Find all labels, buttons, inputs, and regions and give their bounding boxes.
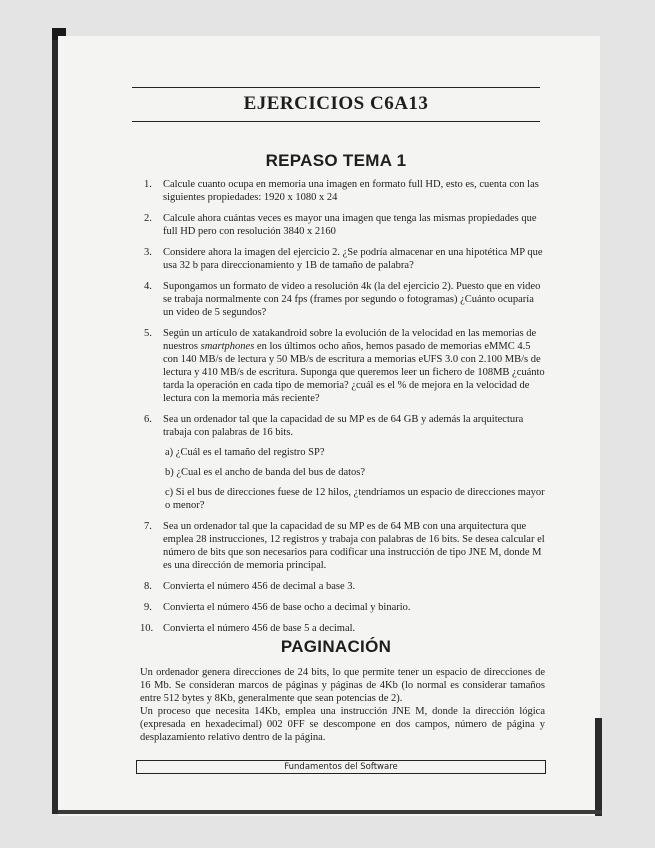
exercise-list [140,178,546,643]
exercise-text: Calcule cuanto ocupa en memoria una imagen en formato full HD, esto es, cuenta con las siguientes propiedades: 1920 x 1080 x 24 [163,179,539,203]
title-rule-bottom [132,121,540,122]
exercise-text: Sea un ordenador tal que la capacidad de su MP es de 64 MB con una arquitectura que emplea 28 instrucciones, 12 registros y trabaja con palabras de 16 bits. Se desea calcular el número de bits que son necesarios para codificar una instrucción de tipo JNE M, donde M es una dirección de memoria principal. [163,521,545,571]
section-title-paginacion: PAGINACIÓN [280,637,392,656]
exercise-item [144,280,546,319]
exercise-text-emphasis: smartphones [200,341,255,352]
scan-edge-right [595,718,602,816]
exercise-number: 8. [144,581,152,592]
exercise-number: 1. [144,179,152,190]
exercise-text-part: en los últimos ocho años, hemos pasado de memorias eMMC 4.5 con 140 MB/s de lectura y 50 MB/s de escritura a memorias eUFS 3.0 con 2.100 MB/s de lectura y 410 MB/s de escritura. Suponga que queremos leer un fichero de 108MB ¿cuánto tarda la operación en cada tipo de memoria? ¿cuál es el % de mejora en la velocidad de lectura con la memoria más reciente? [163,341,545,404]
exercise-text: Convierta el número 456 de base 5 a decimal. [163,623,356,634]
exercise-item [144,246,546,272]
footer-label: Fundamentos del Software [136,760,546,774]
sub-question: c) Si el bus de direcciones fuese de 12 hilos, ¿tendríamos un espacio de direcciones mayor o menor? [165,487,545,511]
exercise-item [140,622,546,635]
exercise-text: Considere ahora la imagen del ejercicio 2. ¿Se podría almacenar en una hipotética MP que usa 32 b para direccionamiento y 1B de tamaño de palabra? [163,247,543,271]
exercise-text-part: Según un artículo de xatakandroid sobre la evolución de la velocidad en las memorias de nuestros [163,328,537,352]
exercise-item [144,520,546,572]
sub-question: a) ¿Cuál es el tamaño del registro SP? [165,447,325,458]
exercise-number: 9. [144,602,152,613]
exercise-item [144,601,546,614]
exercise-number: 3. [144,247,152,258]
exercise-number: 5. [144,328,152,339]
exercise-item [144,413,546,512]
paragraph: Un proceso que necesita 14Kb, emplea una instrucción JNE M, donde la dirección lógica (expresada en hexadecimal) 002 0FF se descompone en dos campos, número de página y desplazamiento relativo dentro de la página. [140,706,545,743]
exercise-text: Supongamos un formato de video a resolución 4k (la del ejercicio 2). Puesto que en video se trabaja normalmente con 24 fps (frames por segundo o fotogramas) ¿Cuánto ocuparía un video de 5 segundos? [163,281,541,318]
section-title-repaso: REPASO TEMA 1 [265,151,407,170]
exercise-number: 7. [144,521,152,532]
exercise-text [163,328,545,404]
exercise-text: Sea un ordenador tal que la capacidad de su MP es de 64 GB y además la arquitectura trabaja con palabras de 16 bits. [163,414,524,438]
exercise-number: 2. [144,213,152,224]
sub-question: b) ¿Cual es el ancho de banda del bus de datos? [165,467,366,478]
exercise-item [144,178,546,204]
exercise-item [144,580,546,593]
document-title: EJERCICIOS C6A13 [243,93,429,114]
exercise-text: Calcule ahora cuántas veces es mayor una imagen que tenga las mismas propiedades que full HD pero con resolución 3840 x 2160 [163,213,537,237]
scan-edge-bottom [58,810,602,814]
exercise-number: 4. [144,281,152,292]
title-rule-top [132,87,540,88]
exercise-text: Convierta el número 456 de base ocho a decimal y binario. [163,602,411,613]
exercise-number: 6. [144,414,152,425]
paginacion-text [140,666,545,744]
exercise-number: 10. [140,623,154,634]
exercise-text: Convierta el número 456 de decimal a base 3. [163,581,356,592]
exercise-item [144,212,546,238]
exercise-item [144,327,546,405]
paragraph: Un ordenador genera direcciones de 24 bits, lo que permite tener un espacio de direcciones de 16 Mb. Se consideran marcos de páginas y páginas de 4Kb (lo normal es considerar tamaños entre 512 bytes y 8Kb, generalmente que sean potencias de 2). [140,667,545,704]
